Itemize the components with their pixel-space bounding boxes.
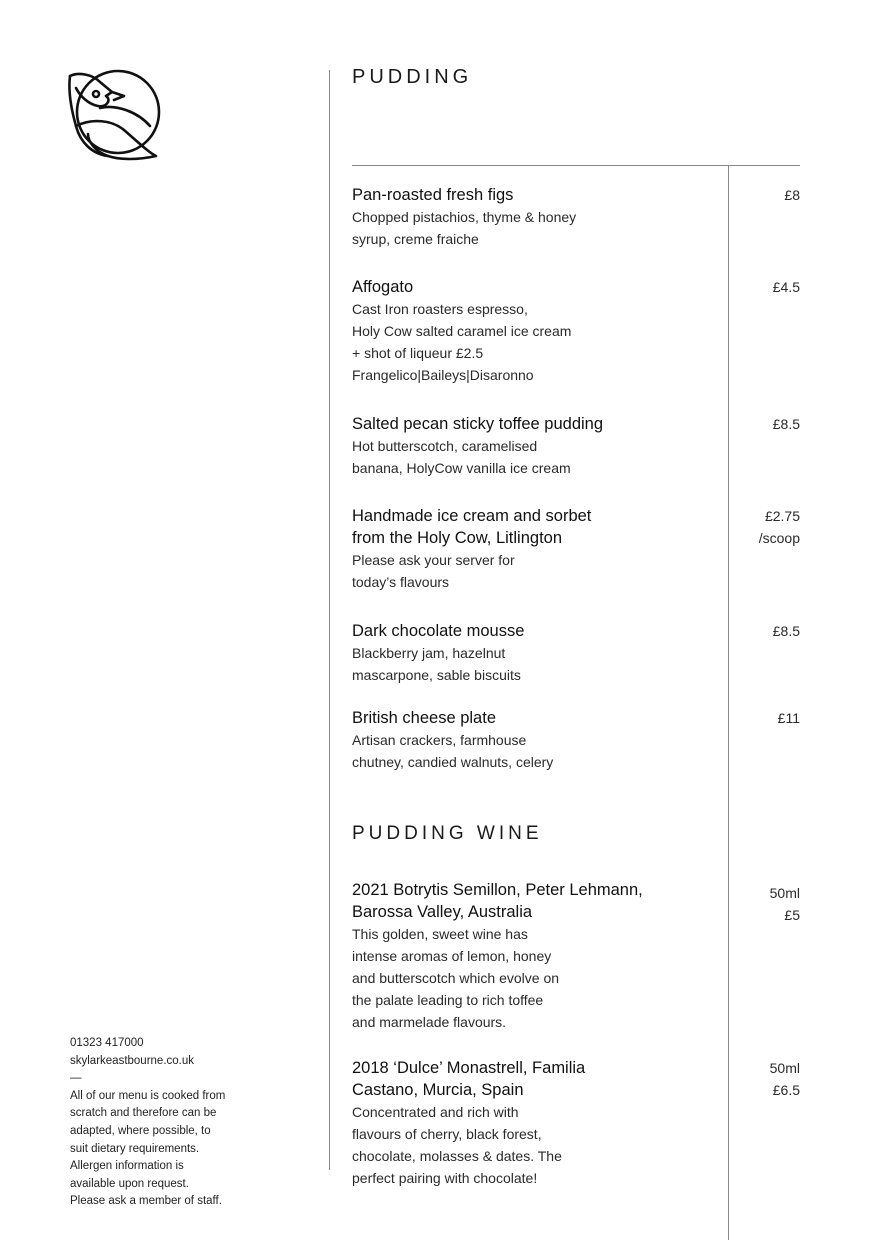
menu-item — [352, 620, 800, 686]
vertical-divider — [329, 70, 330, 1170]
item-price: £2.75 /scoop — [758, 508, 800, 546]
item-description: Concentrated and rich with flavours of cherry, black forest, chocolate, molasses & dates. The perfect pairing with chocolate! — [352, 1104, 562, 1186]
item-price: £8.5 — [772, 623, 800, 639]
item-description: Artisan crackers, farmhouse chutney, candied walnuts, celery — [352, 732, 554, 770]
skylark-bird-logo — [66, 68, 164, 162]
item-description: Cast Iron roasters espresso, Holy Cow salted caramel ice cream + shot of liqueur £2.5 Frangelico|Baileys|Disaronno — [352, 301, 572, 383]
section-title-pudding: PUDDING — [352, 66, 473, 88]
item-name: Affogato — [352, 278, 414, 296]
section-title-pudding-wine: PUDDING WINE — [352, 823, 543, 844]
item-price: £4.5 — [772, 279, 800, 295]
wine-item — [352, 879, 800, 1033]
dietary-note: All of our menu is cooked from scratch and therefore can be adapted, where possible, to suit dietary requirements. Allergen information is available upon request. Please ask a member of staff. — [70, 1089, 226, 1208]
item-price: £8 — [784, 187, 800, 203]
item-price: 50ml £6.5 — [769, 1060, 800, 1098]
menu-item — [352, 505, 800, 593]
item-name: 2021 Botrytis Semillon, Peter Lehmann, Barossa Valley, Australia — [352, 881, 643, 921]
item-price: £8.5 — [772, 416, 800, 432]
item-name: 2018 ‘Dulce’ Monastrell, Familia Castano, Murcia, Spain — [352, 1059, 586, 1099]
item-description: Chopped pistachios, thyme & honey syrup, creme fraiche — [352, 209, 577, 247]
item-name: Salted pecan sticky toffee pudding — [352, 415, 604, 433]
section-divider — [352, 165, 800, 166]
phone-number[interactable]: 01323 417000 — [70, 1037, 144, 1049]
item-price: £11 — [777, 710, 800, 726]
menu-item — [352, 276, 800, 386]
item-description: Please ask your server for today’s flavours — [352, 552, 515, 590]
wine-item — [352, 1057, 800, 1189]
item-name: Handmade ice cream and sorbet from the Holy Cow, Litlington — [352, 507, 592, 547]
item-description: Blackberry jam, hazelnut mascarpone, sable biscuits — [352, 645, 521, 683]
menu-item — [352, 707, 800, 773]
item-name: Dark chocolate mousse — [352, 622, 525, 640]
footer-dash: — — [70, 1072, 82, 1085]
item-name: Pan-roasted fresh figs — [352, 186, 514, 204]
menu-item — [352, 184, 800, 250]
item-description: Hot butterscotch, caramelised banana, HolyCow vanilla ice cream — [352, 438, 571, 476]
item-description: This golden, sweet wine has intense aromas of lemon, honey and butterscotch which evolve on the palate leading to rich toffee and marmelade flavours. — [352, 926, 560, 1030]
footer-contact — [70, 1035, 250, 1211]
website-link[interactable]: skylarkeastbourne.co.uk — [70, 1054, 195, 1067]
item-name: British cheese plate — [352, 709, 496, 727]
item-price: 50ml £5 — [769, 885, 800, 923]
menu-item — [352, 413, 800, 479]
